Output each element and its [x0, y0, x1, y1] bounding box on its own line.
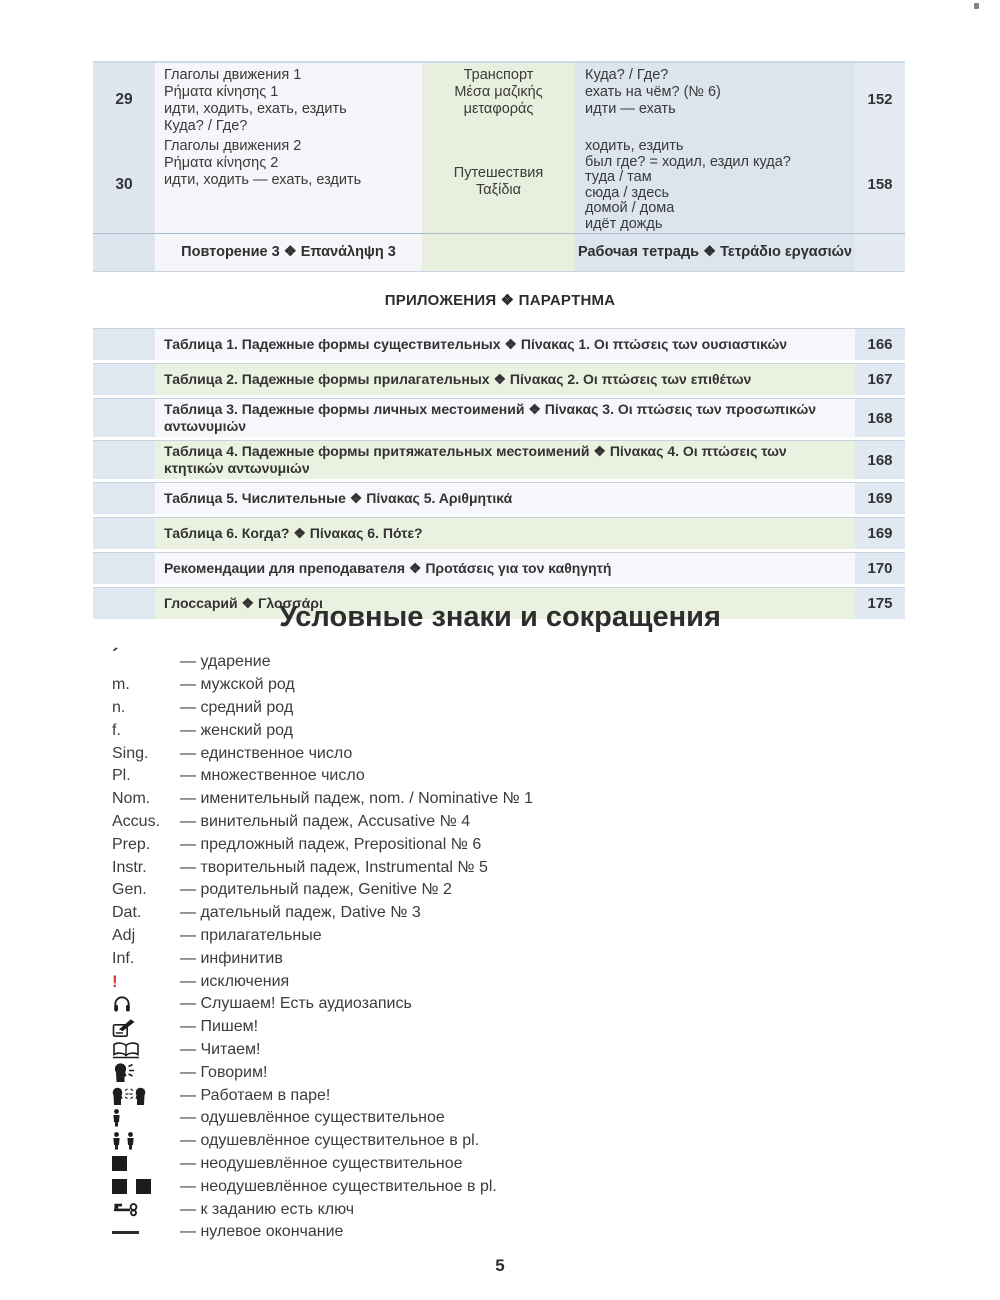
lesson-titles [155, 63, 422, 136]
appendix-page-number: 170 [855, 553, 905, 584]
grammar-line: идти — ехать [585, 101, 676, 117]
appendix-row-spacer [93, 483, 155, 514]
appendix-row-spacer [93, 518, 155, 549]
grammar-line: ехать на чём? (№ 6) [585, 84, 721, 100]
appendix-row [93, 328, 905, 360]
appendix-row-label [155, 483, 855, 514]
grammar-line: Куда? / Где? [585, 67, 669, 83]
legend-item [112, 674, 932, 697]
lesson-title-line: Ρήματα κίνησης 1 [164, 84, 279, 100]
appendix-page-number: 167 [855, 364, 905, 395]
legend-heading: Условные знаки и сокращения [279, 601, 721, 633]
theme-line: μεταφοράς [463, 101, 534, 117]
lesson-titles [155, 136, 422, 233]
lesson-title-line: идти, ходить — ехать, ездить [164, 172, 362, 188]
appendix-row [93, 440, 905, 479]
appendix-page-number: 168 [855, 399, 905, 437]
abbreviation-feminine: f. [112, 721, 121, 739]
legend-item-text: — женский род [180, 721, 293, 739]
abbreviation-dative: Dat. [112, 904, 142, 922]
legend-item [112, 833, 932, 856]
legend-item-text: — именительный падеж, nom. / Nominative № 1 [180, 790, 534, 808]
legend-item-text: — неодушевлённое существительное в pl. [180, 1177, 497, 1195]
legend-item-text: — прилагательные [180, 926, 322, 944]
appendix-label-text: Таблица 3. Падежные формы личных местоимений ❖ Πίνακας 3. Οι πτώσεις των προσωπικών αντωνυμιών [164, 401, 817, 434]
appendix-row-label [155, 518, 855, 549]
black-square-icon [136, 1179, 151, 1194]
appendix-label-text: Таблица 1. Падежные формы существительных ❖ Πίνακας 1. Οι πτώσεις των ουσιαστικών [164, 336, 788, 352]
appendix-label-text: Таблица 2. Падежные формы прилагательных ❖ Πίνακας 2. Οι πτώσεις των επιθέτων [164, 371, 752, 387]
legend-item [112, 879, 932, 902]
lesson-title-line: Глаголы движения 1 [164, 67, 302, 83]
abbreviation-adjective: Adj [112, 926, 136, 944]
abbreviation-instrumental: Instr. [112, 858, 147, 876]
legend-item [112, 856, 932, 879]
theme-line: Транспорт [463, 67, 534, 83]
stress-accent-symbol: ´ [112, 645, 119, 668]
abbreviation-accusative: Accus. [112, 812, 161, 830]
abbreviation-masculine: m. [112, 676, 130, 694]
lesson-grammar [575, 63, 855, 136]
appendix-page-number: 166 [855, 329, 905, 360]
legend-item-text: — множественное число [180, 767, 365, 785]
abbreviation-prepositional: Prep. [112, 835, 151, 853]
repeat-row-spacer [422, 233, 575, 271]
appendix-label-text: Рекомендации для преподавателя ❖ Προτάσεις για τον καθηγητή [164, 560, 612, 576]
legend-item-text: — к заданию есть ключ [180, 1200, 355, 1218]
pair-speaking-icon [112, 1086, 146, 1106]
repeat-row-spacer [855, 233, 905, 271]
appendix-row-spacer [93, 553, 155, 584]
grammar-line: был где? = ходил, ездил куда? [585, 153, 791, 170]
lesson-number: 29 [93, 63, 155, 136]
appendix-page-number: 169 [855, 518, 905, 549]
legend-item [112, 765, 932, 788]
appendix-row-spacer [93, 399, 155, 437]
legend-item [112, 697, 932, 720]
legend-list [112, 645, 932, 1244]
appendix-row-spacer [93, 441, 155, 479]
grammar-line: сюда / здесь [585, 184, 670, 201]
legend-item [112, 1221, 932, 1244]
open-book-icon [112, 1041, 140, 1059]
legend-item-text: — предложный падеж, Prepositional № 6 [180, 835, 482, 853]
lesson-theme [422, 63, 575, 136]
legend-item-text: — ударение [180, 653, 271, 671]
legend-item [112, 1175, 932, 1198]
black-square-icon [112, 1179, 127, 1194]
grammar-line: туда / там [585, 169, 652, 185]
appendix-row [93, 552, 905, 584]
legend-item [112, 925, 932, 948]
legend-item-text: — средний род [180, 698, 294, 716]
legend-item [112, 1016, 932, 1039]
lesson-grammar [575, 136, 855, 233]
legend-item [112, 719, 932, 742]
legend-item [112, 1061, 932, 1084]
appendix-label-text: Таблица 6. Когда? ❖ Πίνακας 6. Πότε? [164, 525, 423, 541]
appendix-row-spacer [93, 364, 155, 395]
theme-line: Ταξίδια [475, 182, 522, 198]
legend-item-text: — неодушевлённое существительное [180, 1154, 463, 1172]
legend-item-text: — дательный падеж, Dative № 3 [180, 904, 421, 922]
legend-item-text: — мужской род [180, 676, 295, 694]
legend-item [112, 742, 932, 765]
two-persons-icon [112, 1132, 136, 1150]
exclamation-mark-symbol: ! [112, 971, 118, 991]
lesson-page-number: 158 [855, 136, 905, 233]
grammar-line: домой / дома [585, 200, 675, 216]
appendix-row-spacer [93, 329, 155, 360]
legend-item-text: — Читаем! [180, 1040, 261, 1058]
lesson-page-number: 152 [855, 63, 905, 136]
legend-item [112, 902, 932, 925]
legend-item [112, 1039, 932, 1062]
legend-item [112, 947, 932, 970]
legend-item [112, 1130, 932, 1153]
abbreviation-singular: Sing. [112, 744, 149, 762]
abbreviation-plural: Pl. [112, 767, 131, 785]
legend-item-text: — одушевлённое существительное [180, 1109, 445, 1127]
appendix-table [93, 328, 905, 622]
repeat-row-title: Повторение 3 ❖ Επανάληψη 3 [155, 233, 422, 271]
legend-item-text: — Пишем! [180, 1018, 259, 1036]
lesson-number: 30 [93, 136, 155, 233]
legend-item [112, 1107, 932, 1130]
legend-item-text: — винительный падеж, Accusative № 4 [180, 812, 471, 830]
appendix-row-label [155, 399, 855, 437]
legend-item-text: — нулевое окончание [180, 1223, 344, 1241]
appendix-row [93, 398, 905, 437]
appendix-label-text: Глоссарий ❖ Γλοσσάρι [164, 595, 323, 611]
lesson-title-line: Глаголы движения 2 [164, 138, 302, 154]
abbreviation-nominative: Nom. [112, 790, 151, 808]
legend-item [112, 1153, 932, 1176]
appendix-label-text: Таблица 4. Падежные формы притяжательных местоимений ❖ Πίνακας 4. Οι πτώσεις των κτητικών αντωνυμιών [164, 443, 787, 476]
legend-item-text: — Говорим! [180, 1063, 268, 1081]
appendix-row-label [155, 364, 855, 395]
headphones-icon [112, 994, 132, 1014]
legend-item [112, 811, 932, 834]
appendix-row [93, 363, 905, 395]
legend-item [112, 645, 932, 674]
repeat-row-workbook: Рабочая тетрадь ❖ Τετράδιο εργασιών [575, 233, 855, 271]
theme-line: Путешествия [453, 165, 544, 181]
person-icon [112, 1109, 121, 1127]
abbreviation-infinitive: Inf. [112, 949, 135, 967]
black-square-icon [112, 1156, 127, 1171]
appendix-page-number: 168 [855, 441, 905, 479]
abbreviation-neuter: n. [112, 698, 126, 716]
grammar-line: идёт дождь [585, 215, 663, 232]
key-icon [112, 1200, 142, 1219]
appendix-page-number: 175 [855, 588, 905, 619]
appendix-row-label [155, 441, 855, 479]
abbreviation-genitive: Gen. [112, 881, 147, 899]
legend-item [112, 1198, 932, 1221]
legend-item-text: — исключения [180, 972, 290, 990]
appendix-label-text: Таблица 5. Числительные ❖ Πίνακας 5. Αριθμητικά [164, 490, 513, 506]
writing-icon [112, 1017, 136, 1038]
appendix-row-label [155, 553, 855, 584]
page-number: 5 [495, 1256, 505, 1275]
legend-item-text: — Слушаем! Есть аудиозапись [180, 995, 412, 1013]
lesson-title-line: Ρήματα κίνησης 2 [164, 155, 279, 171]
legend-item-text: — творительный падеж, Instrumental № 5 [180, 858, 488, 876]
legend-item-text: — Работаем в паре! [180, 1086, 331, 1104]
legend-item [112, 1084, 932, 1107]
legend-item-text: — инфинитив [180, 949, 283, 967]
speaking-head-icon [112, 1062, 135, 1083]
theme-line: Μέσα μαζικής [454, 84, 543, 100]
legend-item-text: — одушевлённое существительное в pl. [180, 1132, 480, 1150]
grammar-line: ходить, ездить [585, 138, 684, 154]
zero-ending-dash-icon [112, 1231, 139, 1234]
appendix-row [93, 482, 905, 514]
legend-item-text: — родительный падеж, Genitive № 2 [180, 881, 452, 899]
lesson-title-line: Куда? / Где? [164, 118, 248, 134]
lesson-theme [422, 136, 575, 233]
legend-item [112, 993, 932, 1016]
legend-item [112, 788, 932, 811]
legend-item [112, 970, 932, 993]
appendix-row-label [155, 329, 855, 360]
repeat-row-spacer [93, 233, 155, 271]
appendix-row [93, 517, 905, 549]
appendix-page-number: 169 [855, 483, 905, 514]
scan-artifact-dot [974, 3, 979, 9]
lesson-title-line: идти, ходить, ехать, ездить [164, 101, 347, 117]
legend-item-text: — единственное число [180, 744, 353, 762]
appendix-heading: ПРИЛОЖЕНИЯ ❖ ΠΑΡΑΡΤΗΜΑ [384, 292, 616, 309]
contents-table [93, 61, 905, 272]
